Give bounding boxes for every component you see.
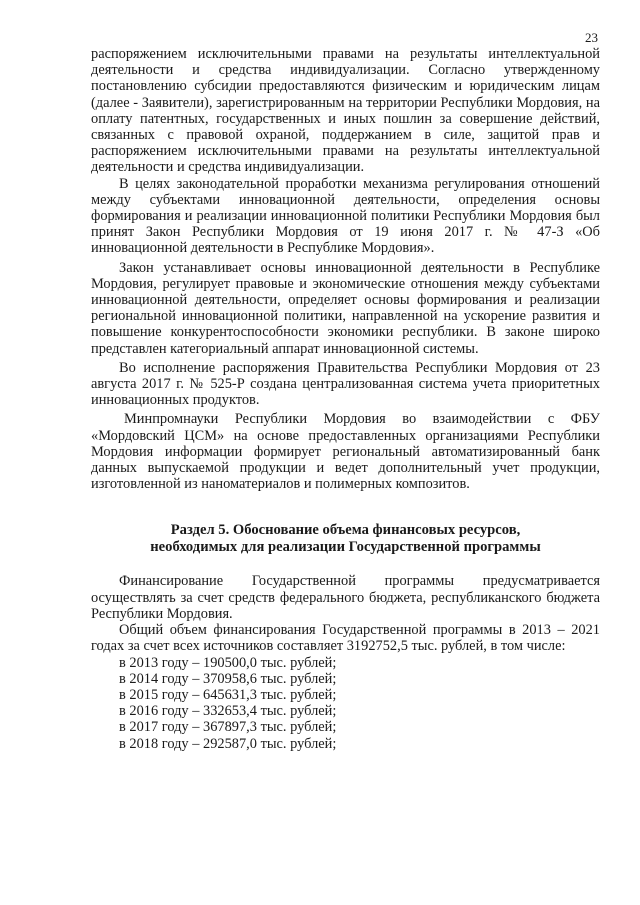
section-heading	[91, 522, 600, 555]
paragraph-law-scope: Закон устанавливает основы инновационной деятельности в Республике Мордовия, регулирует правовые и экономические отношения между субъектами инновационной деятельности, определяет основы формирования и реализации региональной инновационной политики, направленной на ускорение развития и повышение конкурентоспособности экономики республики. В законе широко представлен категориальный аппарат инновационной системы.	[91, 259, 600, 357]
list-item: в 2015 году – 645631,3 тыс. рублей;	[119, 686, 337, 703]
page-content	[91, 46, 600, 752]
paragraph-data-bank: Минпромнауки Республики Мордовия во взаимодействии с ФБУ «Мордовский ЦСМ» на основе предоставленных организациями Республики Мордовия информации формирует региональный автоматизированный банк данных выпускаемой продукции и ведет дополнительный учет продукции, изготовленной из наноматериалов и полимерных композитов.	[91, 411, 600, 493]
section-body	[91, 573, 600, 751]
paragraph-innovation-law-adoption: В целях законодательной проработки механизма регулирования отношений между субъектами инновационной деятельности, определения основы формирования и реализации инновационной политики Республики Мордовия был принят Закон Республики Мордовия от 19 июня 2017 г. № 47-З «Об инновационной деятельности в Республике Мордовия».	[91, 175, 600, 257]
list-item: в 2016 году – 332653,4 тыс. рублей;	[119, 703, 337, 720]
list-item: в 2017 году – 367897,3 тыс. рублей;	[119, 719, 337, 736]
paragraph-funding-sources: Финансирование Государственной программы предусматривается осуществлять за счет средств федерального бюджета, республиканского бюджета Республики Мордовия.	[91, 573, 600, 622]
section-heading-line-2: необходимых для реализации Государственной программы	[150, 538, 541, 555]
list-item: в 2013 году – 190500,0 тыс. рублей;	[119, 654, 337, 671]
paragraph-continuation: распоряжением исключительными правами на результаты интеллектуальной деятельности и средства индивидуализации. Согласно утвержденному постановлению субсидии предоставляются физическим и юридическим лицам (далее - Заявители), зарегистрированным на территории Республики Мордовия, на оплату патентных, государственных и иных пошлин за совершение действий, связанных с правовой охраной, поддержанием в силе, защитой прав и распоряжением исключительными правами на результаты интеллектуальной деятельности и средства индивидуализации.	[91, 46, 600, 176]
paragraph-funding-total: Общий объем финансирования Государственной программы в 2013 – 2021 годах за счет всех источников составляет 3192752,5 тыс. рублей, в том числе:	[91, 622, 600, 655]
list-item: в 2014 году – 370958,6 тыс. рублей;	[119, 670, 337, 687]
funding-by-year-list	[91, 655, 600, 752]
page-number: 23	[585, 30, 598, 45]
section-heading-line-1: Раздел 5. Обоснование объема финансовых ресурсов,	[170, 522, 521, 539]
paragraph-accounting-system: Во исполнение распоряжения Правительства Республики Мордовия от 23 августа 2017 г. № 525-Р создана централизованная система учета приоритетных инновационных продуктов.	[91, 359, 600, 409]
list-item: в 2018 году – 292587,0 тыс. рублей;	[119, 735, 337, 752]
